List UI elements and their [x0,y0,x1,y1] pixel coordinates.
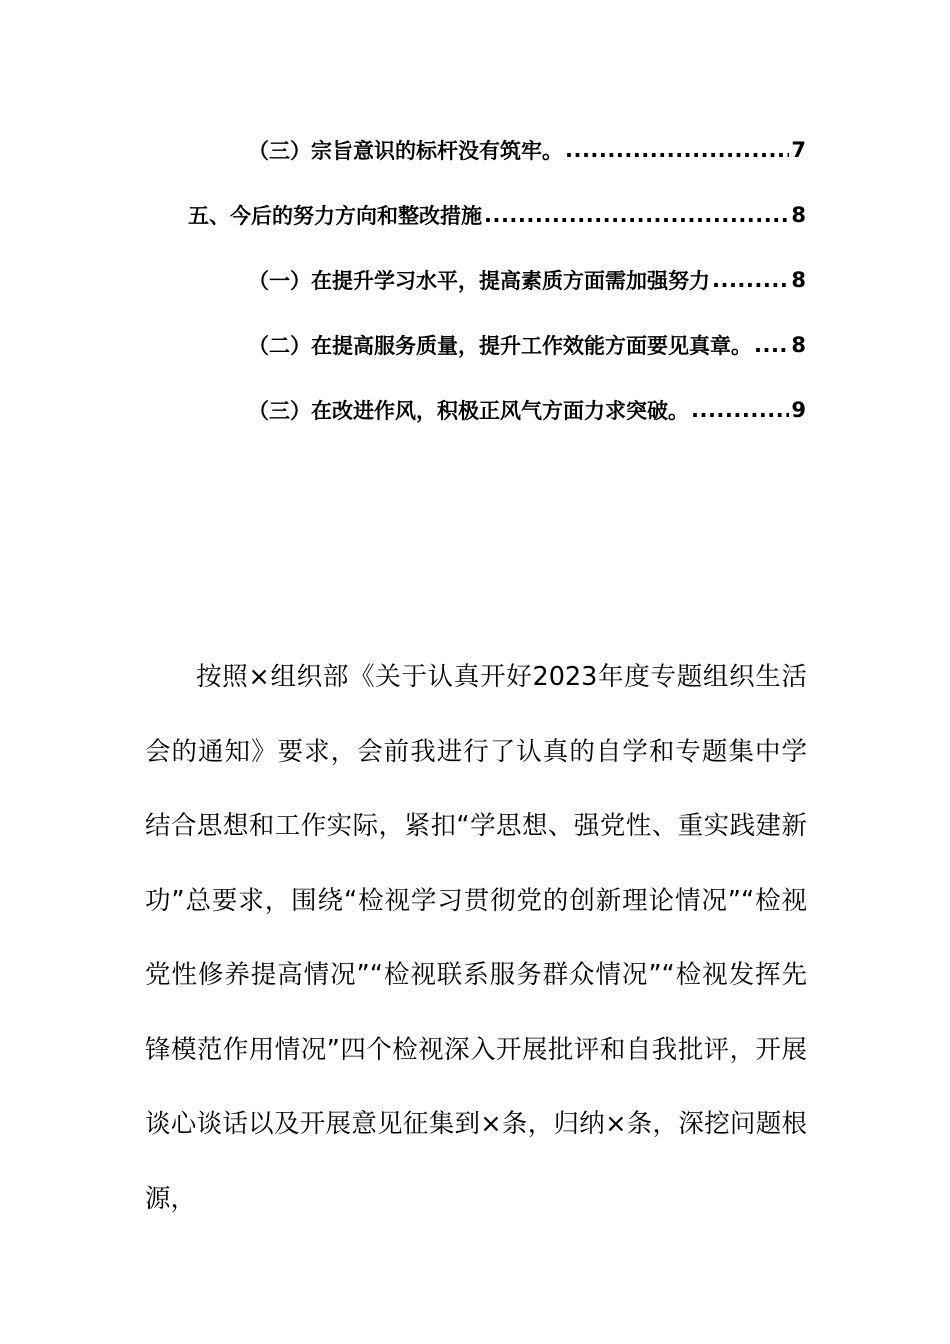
toc-entry-title: （一）在提升学习水平，提高素质方面需加强努力 [248,269,710,293]
toc-entry-title: 五、今后的努力方向和整改措施 [188,204,482,228]
toc-entry-title: （三）宗旨意识的标杆没有筑牢。 [248,139,563,163]
toc-dot-leader [691,398,789,422]
toc-page-number: 8 [791,203,806,227]
toc-page-number: 7 [791,138,806,162]
toc-dot-leader [565,138,789,162]
toc-entry-section-5-2[interactable] [248,327,806,363]
toc-dot-leader [754,333,789,357]
toc-dot-leader [484,203,789,227]
toc-page-number: 8 [791,333,806,357]
toc-entry-section-4-3[interactable] [248,132,806,168]
toc-entry-section-5-1[interactable] [248,262,806,298]
toc-entry-section-5-3[interactable] [248,392,806,428]
toc-entry-section-5[interactable] [188,197,806,233]
toc-entry-title: （三）在改进作风，积极正风气方面力求突破。 [248,399,689,423]
toc-page-number: 9 [791,398,806,422]
toc-page-number: 8 [791,268,806,292]
toc-dot-leader [712,268,789,292]
toc-entry-title: （二）在提高服务质量，提升工作效能方面要见真章。 [248,334,752,358]
body-paragraph: 按照×组织部《关于认真开好2023年度专题组织生活会的通知》要求，会前我进行了认真的自学和专题集中学结合思想和工作实际，紧扣“学思想、强党性、重实践建新功”总要求，围绕“检视学习贯彻党的创新理论情况”“检视党性修养提高情况”“检视联系服务群众情况”“检视发挥先锋模范作用情况”四个检视深入开展批评和自我批评，开展谈心谈话以及开展意见征集到×条，归纳×条，深挖问题根源， [145,662,807,1214]
